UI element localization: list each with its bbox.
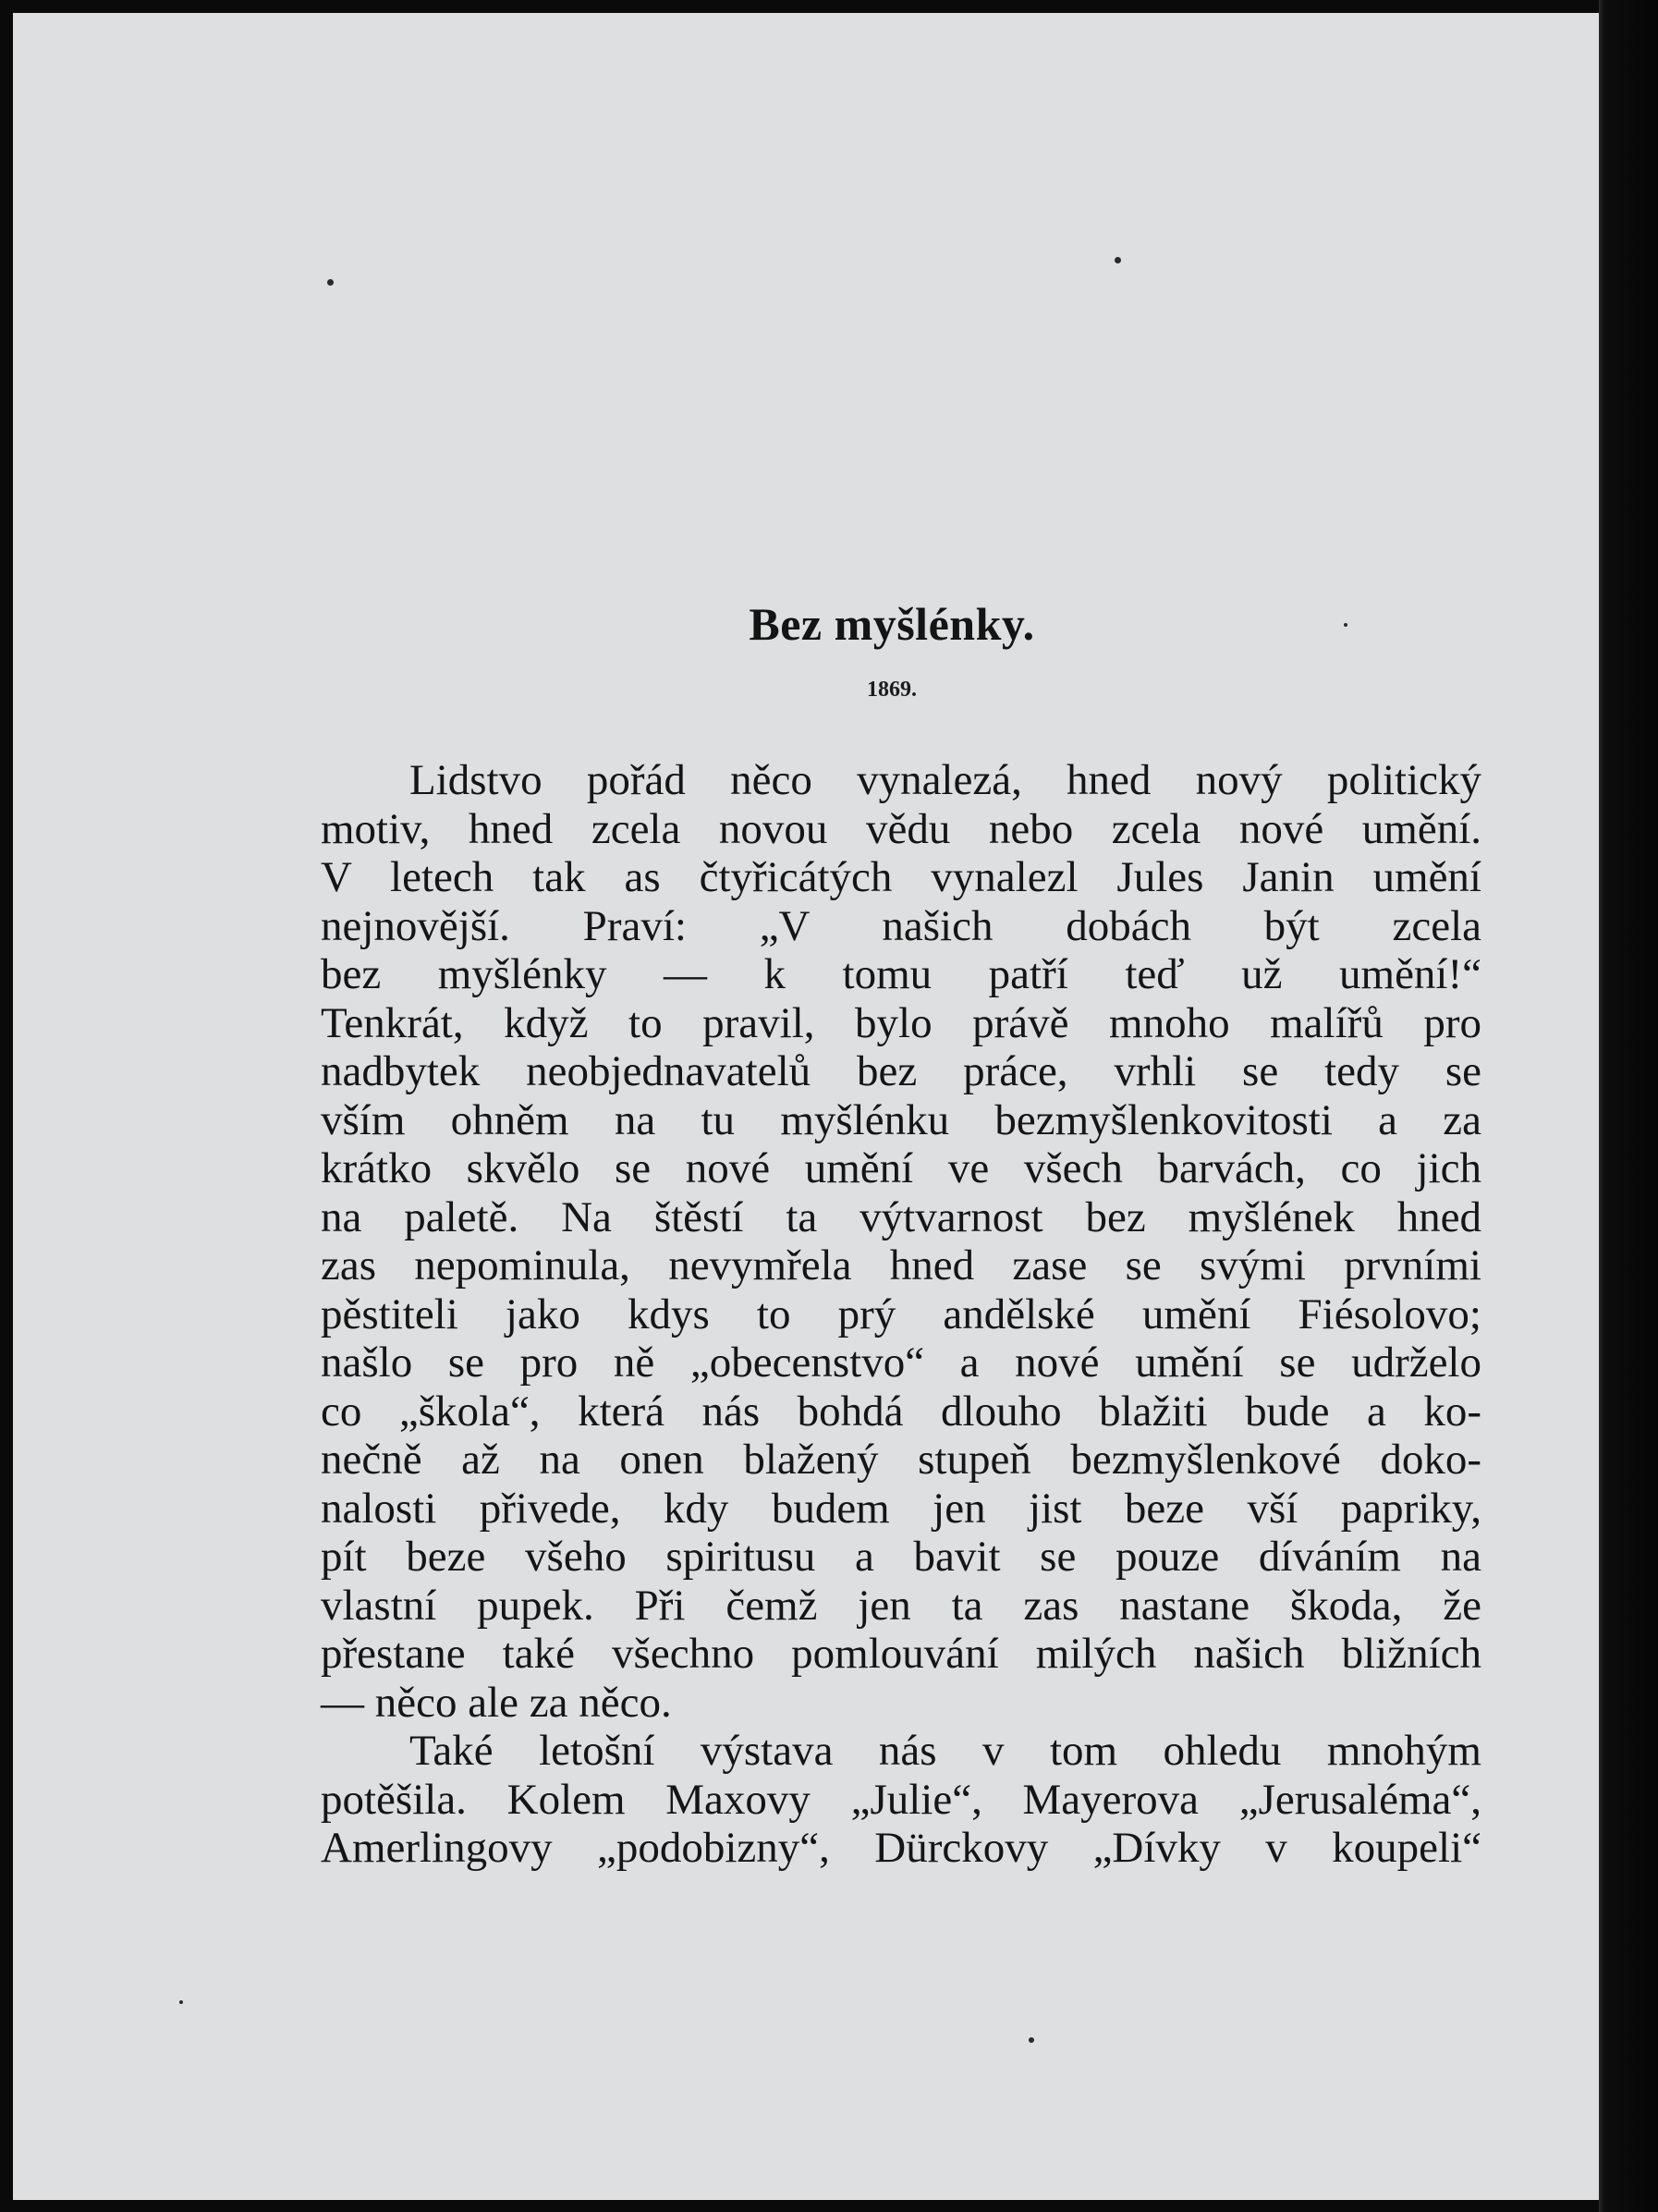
text-line: Amerlingovy „podobizny“, Dürckovy „Dívky v koupeli“ bbox=[321, 1824, 1481, 1872]
text-line: Lidstvo pořád něco vynalezá, hned nový politický bbox=[409, 756, 1481, 804]
text-line: vším ohněm na tu myšlénku bezmyšlenkovitosti a za bbox=[321, 1095, 1481, 1144]
dust-speck bbox=[1029, 2037, 1034, 2043]
text-line: nalosti přivede, kdy budem jen jist beze vší papriky, bbox=[321, 1484, 1481, 1533]
text-line: Tenkrát, když to pravil, bylo právě mnoho malířů pro bbox=[321, 998, 1481, 1047]
chapter-year: 1869. bbox=[867, 678, 917, 702]
text-line: pít beze všeho spiritusu a bavit se pouze díváním na bbox=[321, 1533, 1481, 1581]
text-line: Také letošní výstava nás v tom ohledu mnohým bbox=[409, 1727, 1481, 1775]
text-line: zas nepominula, nevymřela hned zase se svými prvními bbox=[321, 1241, 1481, 1289]
text-line: motiv, hned zcela novou vědu nebo zcela nové umění. bbox=[321, 804, 1481, 853]
text-line: — něco ale za něco. bbox=[321, 1678, 672, 1727]
dust-speck bbox=[327, 279, 334, 286]
text-line: nejnovější. Praví: „V našich dobách být zcela bbox=[321, 901, 1481, 950]
text-line: přestane také všechno pomlouvání milých našich bližních bbox=[321, 1630, 1481, 1678]
text-line: nadbytek neobjednavatelů bez práce, vrhli se tedy se bbox=[321, 1047, 1481, 1095]
text-line: V letech tak as čtyřicátých vynalezl Jules Janin umění bbox=[321, 853, 1481, 901]
chapter-title: Bez myšlénky. bbox=[749, 598, 1035, 650]
text-line: co „škola“, která nás bohdá dlouho blažiti bude a ko- bbox=[321, 1387, 1481, 1436]
dust-speck bbox=[179, 2000, 183, 2004]
body-text bbox=[321, 756, 1481, 1873]
text-line: nečně až na onen blažený stupeň bezmyšlenkové doko- bbox=[321, 1436, 1481, 1484]
text-line: krátko skvělo se nové umění ve všech barvách, co jich bbox=[321, 1144, 1481, 1192]
text-line: pěstiteli jako kdys to prý andělské umění Fiésolovo; bbox=[321, 1289, 1481, 1338]
text-line: na paletě. Na štěstí ta výtvarnost bez myšlének hned bbox=[321, 1192, 1481, 1241]
text-line: bez myšlénky — k tomu patří teď už umění!“ bbox=[321, 950, 1481, 998]
text-line: našlo se pro ně „obecenstvo“ a nové umění se udrželo bbox=[321, 1338, 1481, 1387]
text-line: vlastní pupek. Při čemž jen ta zas nastane škoda, že bbox=[321, 1581, 1481, 1630]
text-line: potěšila. Kolem Maxovy „Julie“, Mayerova „Jerusaléma“, bbox=[321, 1775, 1481, 1824]
dust-speck bbox=[1115, 257, 1121, 263]
page-edge-shadow bbox=[1599, 0, 1658, 2212]
